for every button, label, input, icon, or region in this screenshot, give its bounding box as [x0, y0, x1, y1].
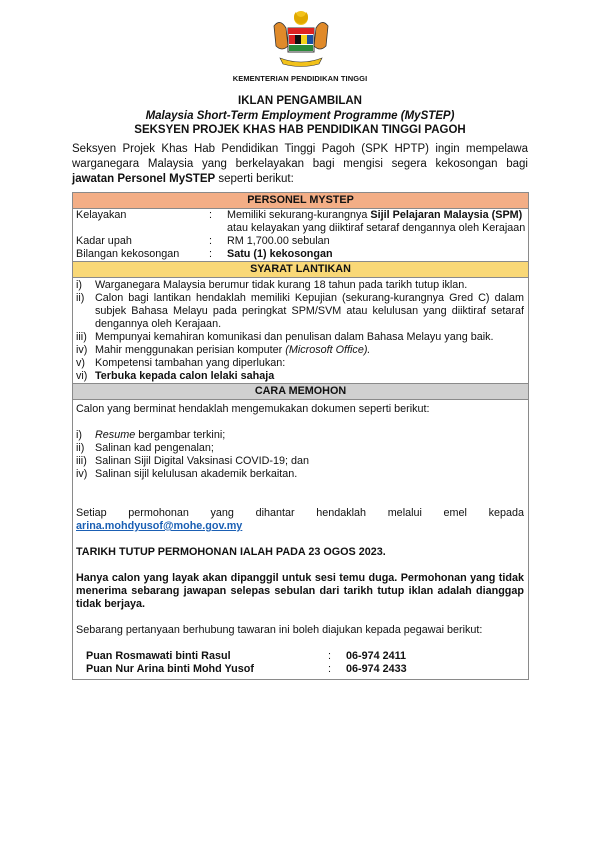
list-item [76, 292, 524, 331]
list-item [76, 357, 524, 370]
list-item [76, 331, 524, 344]
notice-text: Hanya calon yang layak akan dipanggil untuk sesi temu duga. Permohonan yang tidak menerima sebarang jawapan selepas sebulan dari tarikh tutup iklan adalah dianggap tidak berjaya. [76, 572, 524, 610]
item-text: Salinan kad pengenalan; [95, 442, 214, 454]
intro-paragraph [72, 142, 528, 187]
row-sep: : [209, 209, 212, 221]
submit-instruction: Setiap permohonan yang dihantar hendaklah melalui emel kepada [76, 507, 524, 519]
coat-of-arms-icon [270, 8, 332, 70]
item-num: i) [76, 429, 82, 441]
row-value [227, 248, 528, 261]
row-key: Kelayakan [76, 209, 127, 221]
contact-name: Puan Rosmawati binti Rasul [86, 650, 231, 662]
contact-row [86, 663, 524, 676]
contact-name: Puan Nur Arina binti Mohd Yusof [86, 663, 254, 675]
document-title: IKLAN PENGAMBILAN [238, 95, 362, 107]
item-num: i) [76, 279, 82, 291]
value-pre: Memiliki sekurang-kurangnya [227, 209, 371, 221]
item-num: ii) [76, 442, 85, 454]
item-text [95, 344, 524, 357]
item-text-italic: Resume [95, 429, 136, 441]
contact-phone: 06-974 2411 [346, 650, 407, 662]
item-text-plain: Mahir menggunakan perisian komputer [95, 344, 286, 356]
personel-rows [73, 209, 528, 261]
intro-text: Seksyen Projek Khas Hab Pendidikan Tinggi Pagoh (SPK HPTP) ingin mempelawa warganegara Malaysia yang berkelayakan bagi mengisi segera kekosongan bagi [72, 143, 528, 170]
doc-item [76, 442, 524, 455]
cara-body [73, 400, 528, 679]
item-text: Mempunyai kemahiran komunikasi dan penulisan dalam Bahasa Melayu yang baik. [95, 331, 494, 343]
item-text: Terbuka kepada calon lelaki sahaja [95, 370, 275, 382]
vacancy-table [72, 192, 529, 680]
syarat-heading: SYARAT LANTIKAN [73, 261, 528, 278]
item-text: Kompetensi tambahan yang diperlukan: [95, 357, 286, 369]
cara-lead: Calon yang berminat hendaklah mengemukakan dokumen seperti berikut: [76, 403, 430, 415]
personel-heading: PERSONEL MYSTEP [73, 193, 528, 209]
value-post: atau kelayakan yang diiktiraf setaraf dengannya oleh Kerajaan [227, 222, 526, 234]
contact-sep: : [328, 663, 331, 675]
item-text [95, 429, 524, 442]
document-subtitle: Malaysia Short-Term Employment Programme (MySTEP) [145, 110, 455, 122]
cara-heading: CARA MEMOHON [73, 383, 528, 400]
ministry-name: KEMENTERIAN PENDIDIKAN TINGGI [232, 74, 368, 83]
item-num: ii) [76, 292, 85, 304]
list-item [76, 344, 524, 357]
contact-sep: : [328, 650, 331, 662]
section-name: SEKSYEN PROJEK KHAS HAB PENDIDIKAN TINGGI PAGOH [134, 124, 466, 136]
doc-item [76, 455, 524, 468]
kelayakan-row [73, 209, 528, 235]
list-item [76, 279, 524, 292]
enquiry-text: Sebarang pertanyaan berhubung tawaran ini boleh diajukan kepada pegawai berikut: [76, 624, 483, 636]
intro-tail: seperti berikut: [215, 173, 294, 185]
deadline-text: TARIKH TUTUP PERMOHONAN IALAH PADA 23 OGOS 2023. [76, 546, 386, 558]
item-text-italic: (Microsoft Office). [285, 344, 371, 356]
value-bold: Sijil Pelajaran Malaysia (SPM) [370, 209, 523, 221]
item-text: Warganegara Malaysia berumur tidak kurang 18 tahun pada tarikh tutup iklan. [95, 279, 468, 291]
item-num: iii) [76, 455, 87, 467]
row-value [227, 209, 528, 235]
contact-row [86, 650, 524, 663]
item-text: Calon bagi lantikan hendaklah memiliki Kepujian (sekurang-kurangnya Gred C) dalam subjek Bahasa Melayu pada peringkat SPM/SVM atau kelulusan yang diiktiraf setaraf dengannya oleh Kerajaan. [95, 292, 524, 330]
row-key: Kadar upah [76, 235, 132, 247]
bilangan-row [73, 248, 528, 261]
item-num: iii) [76, 331, 87, 343]
item-num: v) [76, 357, 85, 369]
kadar-upah-row [73, 235, 528, 248]
intro-bold: jawatan Personel MySTEP [72, 173, 216, 185]
email-link[interactable]: arina.mohdyusof@mohe.gov.my [76, 520, 243, 532]
row-value: RM 1,700.00 sebulan [227, 235, 330, 247]
item-text: Salinan sijil kelulusan akademik berkaitan. [95, 468, 298, 480]
contact-phone: 06-974 2433 [346, 663, 407, 675]
value-bold: Satu (1) kekosongan [227, 248, 333, 260]
row-sep: : [209, 235, 212, 247]
item-num: iv) [76, 344, 88, 356]
doc-item [76, 429, 524, 442]
item-text-plain: bergambar terkini; [135, 429, 226, 441]
contact-list [76, 650, 524, 676]
row-sep: : [209, 248, 212, 260]
doc-item [76, 468, 524, 481]
syarat-list [73, 278, 528, 383]
item-num: vi) [76, 370, 88, 382]
list-item [76, 370, 524, 383]
row-key: Bilangan kekosongan [76, 248, 180, 260]
item-num: iv) [76, 468, 88, 480]
item-text: Salinan Sijil Digital Vaksinasi COVID-19; dan [95, 455, 310, 467]
